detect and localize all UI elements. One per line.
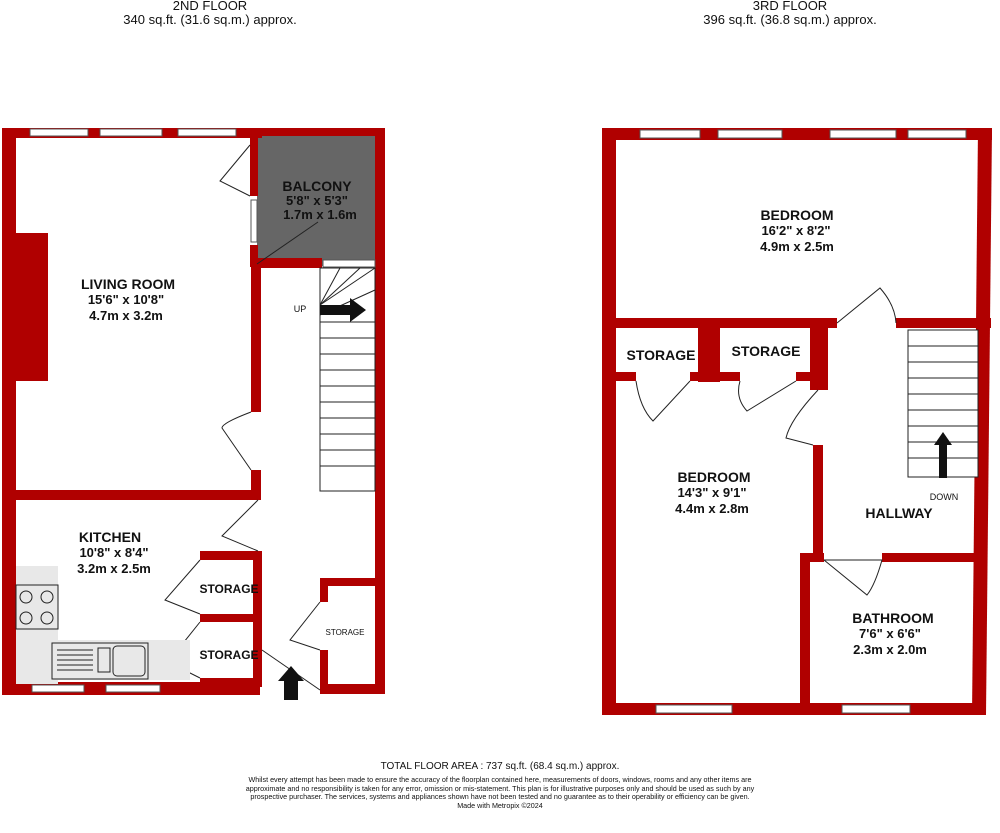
room-label-bedroom-1: BEDROOM [760, 207, 834, 223]
floor-area: 396 sq.ft. (36.8 sq.m.) approx. [703, 12, 877, 27]
entrance-arrow [278, 666, 304, 700]
room-label-bedroom-2: BEDROOM [677, 469, 751, 485]
total-floor-area: TOTAL FLOOR AREA : 737 sq.ft. (68.4 sq.m.) approx. [380, 761, 620, 772]
room-label-balcony: BALCONY [282, 178, 352, 194]
room-dim-metric-living: 4.7m x 3.2m [89, 308, 163, 323]
room-dim-imperial-living: 15'6" x 10'8" [87, 292, 165, 307]
room-label-living-room: LIVING ROOM [80, 276, 176, 292]
room-dim-metric-bedroom-2: 4.4m x 2.8m [675, 501, 749, 516]
stair-label-down: DOWN [929, 492, 959, 502]
disclaimer-text: Whilst every attempt has been made to ensure the accuracy of the floorplan contained here, measurements of doors, windows, rooms and any other items are approximate and no responsibility is taken for any error, omission or mis-statement. This plan is for illustrative purposes only and should be used as such by any prospective purchaser. The services, systems and appliances shown have not been tested and no guarantee as to their operability or efficiency can be given. [245, 775, 755, 802]
room-dim-imperial-balcony: 5'8" x 5'3" [286, 193, 348, 208]
room-label-bathroom: BATHROOM [852, 610, 934, 626]
disclaimer [240, 776, 760, 810]
room-dim-metric-balcony: 1.7m x 1.6m [283, 207, 357, 222]
room-label-kitchen: KITCHEN [78, 529, 142, 545]
room-dim-metric-bathroom: 2.3m x 2.0m [853, 642, 927, 657]
room-label-storage-2: STORAGE [199, 648, 259, 662]
room-dim-imperial-bedroom-2: 14'3" x 9'1" [677, 485, 747, 500]
room-label-hallway: HALLWAY [865, 505, 933, 521]
door-swings-3rd [636, 288, 896, 595]
room-dim-imperial-bathroom: 7'6" x 6'6" [859, 626, 921, 641]
room-dim-imperial-kitchen: 10'8" x 8'4" [79, 545, 149, 560]
floor-3-plan [602, 128, 992, 715]
floor-name: 3RD FLOOR [752, 0, 828, 13]
room-label-storage-1: STORAGE [199, 582, 259, 596]
kitchen-units [16, 566, 190, 684]
stair-label-up: UP [293, 304, 307, 314]
room-dim-imperial-bedroom-1: 16'2" x 8'2" [761, 223, 831, 238]
room-dim-metric-bedroom-1: 4.9m x 2.5m [760, 239, 834, 254]
room-label-storage-3: STORAGE [325, 628, 365, 637]
floor-area: 340 sq.ft. (31.6 sq.m.) approx. [123, 12, 297, 27]
room-label-storage-4: STORAGE [626, 347, 696, 363]
credit-text: Made with Metropix ©2024 [457, 800, 543, 810]
room-label-storage-5: STORAGE [731, 343, 801, 359]
floor-2-plan [2, 128, 385, 700]
staircase-up [320, 268, 375, 491]
floor-name: 2ND FLOOR [172, 0, 248, 13]
room-dim-metric-kitchen: 3.2m x 2.5m [77, 561, 151, 576]
